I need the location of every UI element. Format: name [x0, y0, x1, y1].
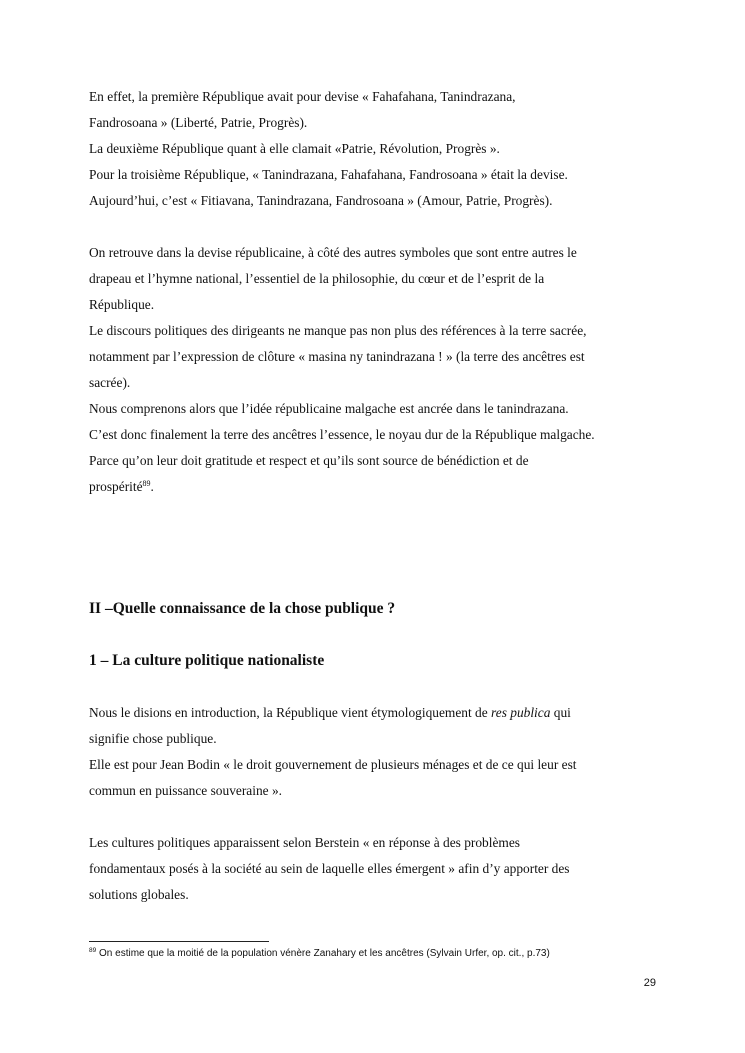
section-heading: II –Quelle connaissance de la chose publique ? [89, 600, 396, 617]
text-fragment: qui [550, 705, 571, 720]
section-spacer [89, 500, 669, 596]
text-line: Aujourd’hui, c’est « Fitiavana, Tanindrazana, Fandrosoana » (Amour, Patrie, Progrès). [89, 193, 553, 208]
text-line [89, 700, 669, 726]
text-line [89, 474, 669, 500]
footnote [89, 948, 689, 959]
footnote-number: 89 [89, 947, 97, 954]
text-fragment: prospérité [89, 479, 143, 494]
text-line: commun en puissance souveraine ». [89, 783, 282, 798]
text-line: notamment par l’expression de clôture « masina ny tanindrazana ! » (la terre des ancêtres est [89, 349, 585, 364]
text-fragment: . [150, 479, 154, 494]
heading-spacer [89, 622, 669, 648]
paragraph-philosophie [89, 240, 669, 500]
text-line: Le discours politiques des dirigeants ne manque pas non plus des références à la terre sacrée, [89, 323, 587, 338]
text-line: C’est donc finalement la terre des ancêtres l’essence, le noyau dur de la République malgache. [89, 427, 595, 442]
text-line: Parce qu’on leur doit gratitude et respect et qu’ils sont source de bénédiction et de [89, 453, 529, 468]
text-line: République. [89, 297, 155, 312]
body-text [89, 84, 669, 908]
paragraph-spacer [89, 804, 669, 830]
text-line: fondamentaux posés à la société au sein de laquelle elles émergent » afin d’y apporter des [89, 861, 570, 876]
text-fragment: Nous le disions en introduction, la République vient étymologiquement de [89, 705, 492, 720]
heading-spacer [89, 674, 669, 700]
text-line: solutions globales. [89, 887, 189, 902]
text-line: Pour la troisième République, « Tanindrazana, Fahafahana, Fandrosoana » était la devise. [89, 167, 568, 182]
paragraph-spacer [89, 214, 669, 240]
footnote-reference[interactable]: 89 [142, 479, 151, 488]
text-line: sacrée). [89, 375, 131, 390]
text-line: Les cultures politiques apparaissent selon Berstein « en réponse à des problèmes [89, 835, 520, 850]
paragraph-devises [89, 84, 669, 214]
text-line: Fandrosoana » (Liberté, Patrie, Progrès). [89, 115, 308, 130]
text-line: Elle est pour Jean Bodin « le droit gouvernement de plusieurs ménages et de ce qui leur est [89, 757, 577, 772]
text-line: On retrouve dans la devise républicaine, à côté des autres symboles que sont entre autres le [89, 245, 577, 260]
text-line: La deuxième République quant à elle clamait «Patrie, Révolution, Progrès ». [89, 141, 500, 156]
footnote-separator [89, 941, 269, 942]
text-line: drapeau et l’hymne national, l’essentiel de la philosophie, du cœur et de l’esprit de la [89, 271, 545, 286]
latin-term: res publica [491, 705, 551, 720]
paragraph-cultures [89, 830, 669, 908]
text-line: Nous comprenons alors que l’idée républicaine malgache est ancrée dans le tanindrazana. [89, 401, 569, 416]
text-line: signifie chose publique. [89, 731, 217, 746]
footnote-text: On estime que la moitié de la population vénère Zanahary et les ancêtres (Sylvain Urfer, op. cit., p.73) [96, 948, 550, 959]
page-number: 29 [643, 977, 656, 989]
text-line: En effet, la première République avait pour devise « Fahafahana, Tanindrazana, [89, 89, 516, 104]
paragraph-res-publica [89, 700, 669, 804]
subsection-heading: 1 – La culture politique nationaliste [89, 652, 325, 669]
